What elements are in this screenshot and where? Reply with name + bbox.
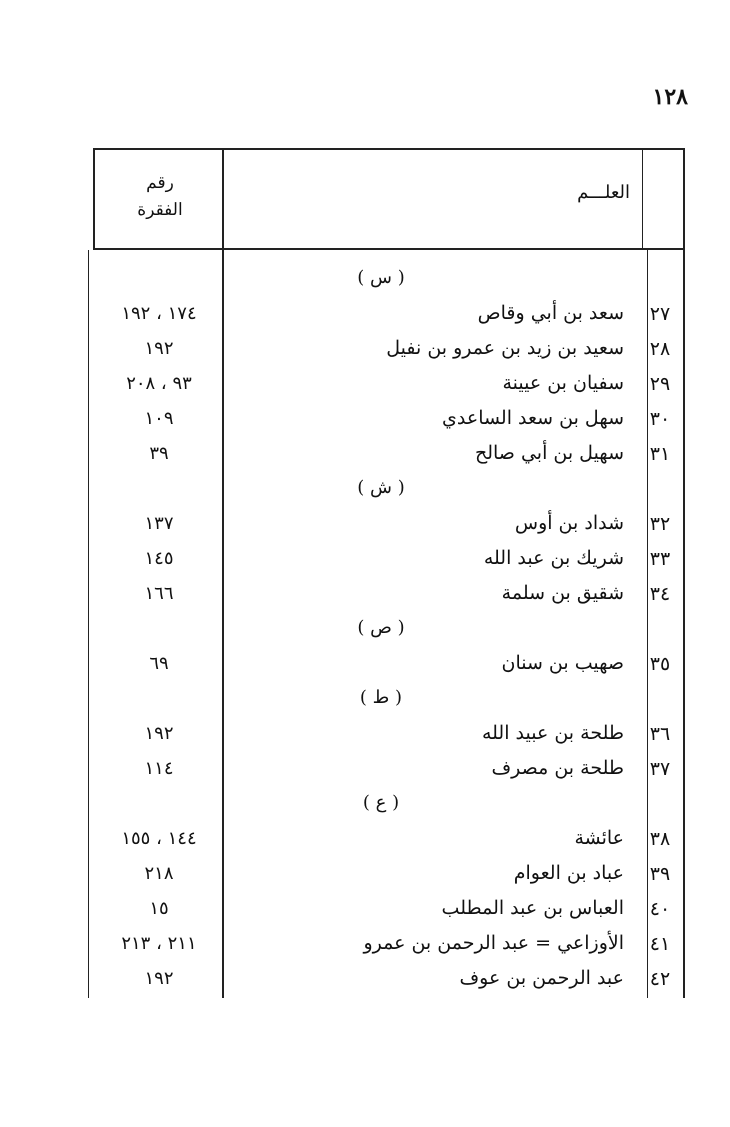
index-entry-row <box>0 577 730 612</box>
index-entry-row <box>0 437 730 472</box>
entry-number: ٣١ <box>649 443 671 465</box>
index-entry-row <box>0 367 730 402</box>
entry-number: ٣٩ <box>649 863 671 885</box>
entry-number: ٣٢ <box>649 513 671 535</box>
entry-paragraph-refs: ١٩٢ <box>144 723 174 744</box>
index-entry-row <box>0 402 730 437</box>
pages-column-header-line1: رقم <box>146 173 174 193</box>
entry-name: عائشة <box>574 827 624 849</box>
letter-heading: ( ش ) <box>357 477 405 498</box>
entry-paragraph-refs: ١٦٦ <box>144 583 174 604</box>
entry-name: شريك بن عبد الله <box>483 547 624 569</box>
letter-heading-row <box>0 262 730 297</box>
entry-name: عبد الرحمن بن عوف <box>459 967 624 989</box>
entry-name: طلحة بن مصرف <box>491 757 624 779</box>
entry-number: ٢٨ <box>649 338 671 360</box>
number-column-divider <box>642 148 643 250</box>
entry-name: سهل بن سعد الساعدي <box>442 407 624 429</box>
index-entry-row <box>0 332 730 367</box>
index-entry-row <box>0 752 730 787</box>
entry-number: ٣٠ <box>649 408 671 430</box>
index-entry-row <box>0 717 730 752</box>
entry-name: شداد بن أوس <box>514 512 624 534</box>
entry-name: طلحة بن عبيد الله <box>481 722 624 744</box>
page-number: ١٢٨ <box>652 84 688 110</box>
entry-paragraph-refs: ١٤٥ <box>144 548 174 569</box>
entry-number: ٣٥ <box>649 653 671 675</box>
entry-number: ٢٧ <box>649 303 671 325</box>
entry-number: ٢٩ <box>649 373 671 395</box>
entry-paragraph-refs: ٣٩ <box>149 443 169 464</box>
entry-paragraph-refs: ١٠٩ <box>144 408 174 429</box>
index-entry-row <box>0 647 730 682</box>
letter-heading-row <box>0 612 730 647</box>
index-rows <box>0 262 730 997</box>
entry-name: الأوزاعي = عبد الرحمن بن عمرو <box>363 932 624 954</box>
entry-paragraph-refs: ١٤٤ ، ١٥٥ <box>121 828 197 849</box>
entry-paragraph-refs: ١١٤ <box>144 758 174 779</box>
entry-name: العباس بن عبد المطلب <box>441 897 624 919</box>
letter-heading-row <box>0 682 730 717</box>
index-entry-row <box>0 892 730 927</box>
entry-name: سعيد بن زيد بن عمرو بن نفيل <box>386 337 624 359</box>
letter-heading: ( ص ) <box>357 617 405 638</box>
letter-heading: ( ع ) <box>362 792 400 813</box>
letter-heading: ( ط ) <box>359 687 403 708</box>
table-outer-left-border <box>93 148 95 250</box>
entry-paragraph-refs: ١٥ <box>149 898 169 919</box>
entry-paragraph-refs: ٢١٨ <box>144 863 174 884</box>
index-entry-row <box>0 927 730 962</box>
entry-name: سهيل بن أبي صالح <box>474 442 624 464</box>
entry-paragraph-refs: ١٣٧ <box>144 513 174 534</box>
pages-column-header-line2: الفقرة <box>137 200 183 220</box>
entry-number: ٣٣ <box>649 548 671 570</box>
letter-heading-row <box>0 787 730 822</box>
entry-number: ٣٨ <box>649 828 671 850</box>
entry-number: ٣٤ <box>649 583 671 605</box>
entry-paragraph-refs: ١٩٢ <box>144 338 174 359</box>
entry-number: ٣٦ <box>649 723 671 745</box>
entry-number: ٣٧ <box>649 758 671 780</box>
entry-number: ٤٠ <box>649 898 671 920</box>
index-entry-row <box>0 857 730 892</box>
pages-column-header <box>110 170 210 224</box>
letter-heading: ( س ) <box>357 267 405 288</box>
letter-heading-row <box>0 472 730 507</box>
entry-paragraph-refs: ٩٣ ، ٢٠٨ <box>126 373 192 394</box>
entry-name: عباد بن العوام <box>513 862 624 884</box>
table-top-border <box>93 148 685 150</box>
index-entry-row <box>0 822 730 857</box>
entry-paragraph-refs: ٦٩ <box>149 653 169 674</box>
entry-name: صهيب بن سنان <box>501 652 624 674</box>
entry-name: سعد بن أبي وقاص <box>477 302 624 324</box>
entry-number: ٤٢ <box>649 968 671 990</box>
table-header-bottom-border <box>93 248 685 250</box>
entry-number: ٤١ <box>649 933 671 955</box>
name-column-header: العلـــم <box>577 182 630 203</box>
entry-paragraph-refs: ١٩٢ <box>144 968 174 989</box>
entry-name: شقيق بن سلمة <box>501 582 624 604</box>
index-entry-row <box>0 507 730 542</box>
index-entry-row <box>0 962 730 997</box>
entry-paragraph-refs: ٢١١ ، ٢١٣ <box>121 933 197 954</box>
entry-name: سفيان بن عيينة <box>502 372 624 394</box>
index-entry-row <box>0 542 730 577</box>
entry-paragraph-refs: ١٧٤ ، ١٩٢ <box>121 303 197 324</box>
index-entry-row <box>0 297 730 332</box>
